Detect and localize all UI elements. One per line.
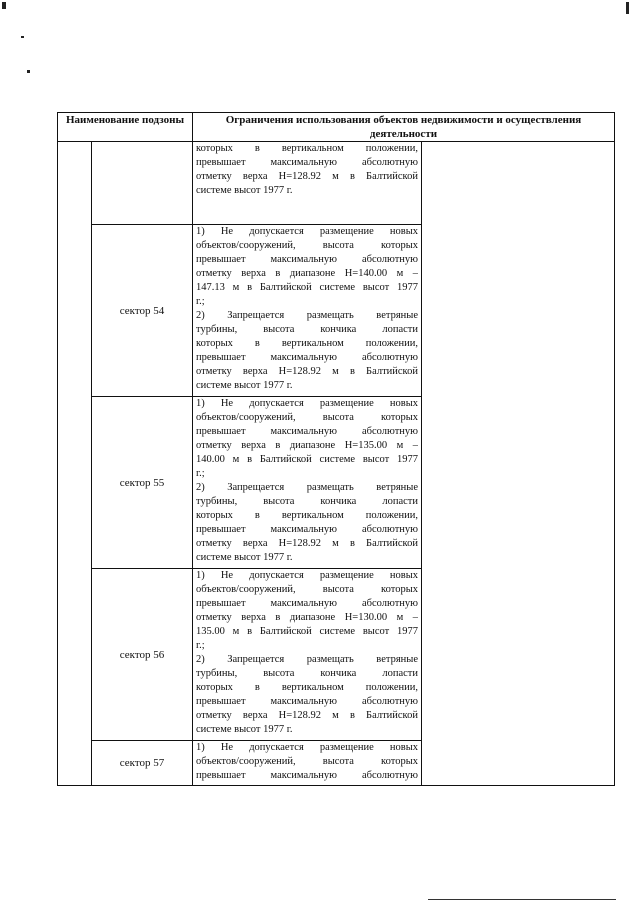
- restriction-text: [193, 142, 422, 225]
- text-line: объектов/сооружений, высота которых: [196, 240, 418, 251]
- scan-speck-top-right: [626, 2, 629, 14]
- text-line: 1) Не допускается размещение новых: [196, 398, 418, 409]
- text-line: системе высот 1977 г.: [196, 380, 293, 391]
- text-line: превышает максимальную абсолютную: [196, 426, 418, 437]
- text-line: которых в вертикальном положении,: [196, 682, 418, 693]
- restriction-text: [193, 225, 422, 397]
- text-line: отметку верха в диапазоне H=130.00 м –: [196, 612, 418, 623]
- text-line: г.;: [196, 468, 205, 479]
- header-subzone-name: Наименование подзоны: [58, 113, 193, 142]
- sector-cell: сектор 56: [92, 569, 193, 741]
- text-line: отметку верха H=128.92 м в Балтийской: [196, 171, 418, 182]
- header-restrictions: Ограничения использования объектов недвижимости и осуществления деятельности: [193, 113, 615, 142]
- text-line: объектов/сооружений, высота которых: [196, 584, 418, 595]
- table-header-row: [58, 113, 615, 142]
- text-line: объектов/сооружений, высота которых: [196, 412, 418, 423]
- text-line: которых в вертикальном положении,: [196, 510, 418, 521]
- text-line: 147.13 м в Балтийской системе высот 1977: [196, 282, 418, 293]
- text-line: отметку верха в диапазоне H=140.00 м –: [196, 268, 418, 279]
- text-line: 135.00 м в Балтийской системе высот 1977: [196, 626, 418, 637]
- text-line: турбины, высота кончика лопасти: [196, 324, 418, 335]
- sector-cell: сектор 54: [92, 225, 193, 397]
- restriction-text: [193, 569, 422, 741]
- sector-cell: [92, 142, 193, 225]
- table-row: [58, 142, 615, 225]
- text-line: турбины, высота кончика лопасти: [196, 496, 418, 507]
- text-line: 1) Не допускается размещение новых: [196, 226, 418, 237]
- text-line: системе высот 1977 г.: [196, 552, 293, 563]
- text-line: превышает максимальную абсолютную: [196, 770, 418, 781]
- text-line: 140.00 м в Балтийской системе высот 1977: [196, 454, 418, 465]
- text-line: превышает максимальную абсолютную: [196, 598, 418, 609]
- scan-speck-left-1: [21, 36, 24, 38]
- sector-cell: сектор 57: [92, 741, 193, 786]
- text-line: объектов/сооружений, высота которых: [196, 756, 418, 767]
- text-line: превышает максимальную абсолютную: [196, 696, 418, 707]
- text-line: системе высот 1977 г.: [196, 185, 293, 196]
- text-line: отметку верха H=128.92 м в Балтийской: [196, 710, 418, 721]
- text-line: 1) Не допускается размещение новых: [196, 570, 418, 581]
- text-line: которых в вертикальном положении,: [196, 338, 418, 349]
- restrictions-table: [57, 112, 615, 786]
- text-line: 2) Запрещается размещать ветряные: [196, 310, 418, 321]
- scan-speck-top-left: [2, 2, 6, 9]
- blank-left-column: [58, 142, 92, 786]
- text-line: превышает максимальную абсолютную: [196, 524, 418, 535]
- text-line: отметку верха H=128.92 м в Балтийской: [196, 538, 418, 549]
- text-line: г.;: [196, 640, 205, 651]
- text-line: 1) Не допускается размещение новых: [196, 742, 418, 753]
- text-line: превышает максимальную абсолютную: [196, 352, 418, 363]
- text-line: отметку верха в диапазоне H=135.00 м –: [196, 440, 418, 451]
- sector-cell: сектор 55: [92, 397, 193, 569]
- text-line: турбины, высота кончика лопасти: [196, 668, 418, 679]
- blank-right-column: [422, 142, 615, 786]
- text-line: которых в вертикальном положении,: [196, 143, 418, 154]
- text-line: г.;: [196, 296, 205, 307]
- text-line: превышает максимальную абсолютную: [196, 157, 418, 168]
- text-line: системе высот 1977 г.: [196, 724, 293, 735]
- restriction-text: [193, 741, 422, 786]
- footer-rule: [428, 899, 616, 900]
- scan-speck-left-2: [27, 70, 30, 73]
- restriction-text: [193, 397, 422, 569]
- text-line: 2) Запрещается размещать ветряные: [196, 482, 418, 493]
- text-line: превышает максимальную абсолютную: [196, 254, 418, 265]
- text-line: 2) Запрещается размещать ветряные: [196, 654, 418, 665]
- text-line: отметку верха H=128.92 м в Балтийской: [196, 366, 418, 377]
